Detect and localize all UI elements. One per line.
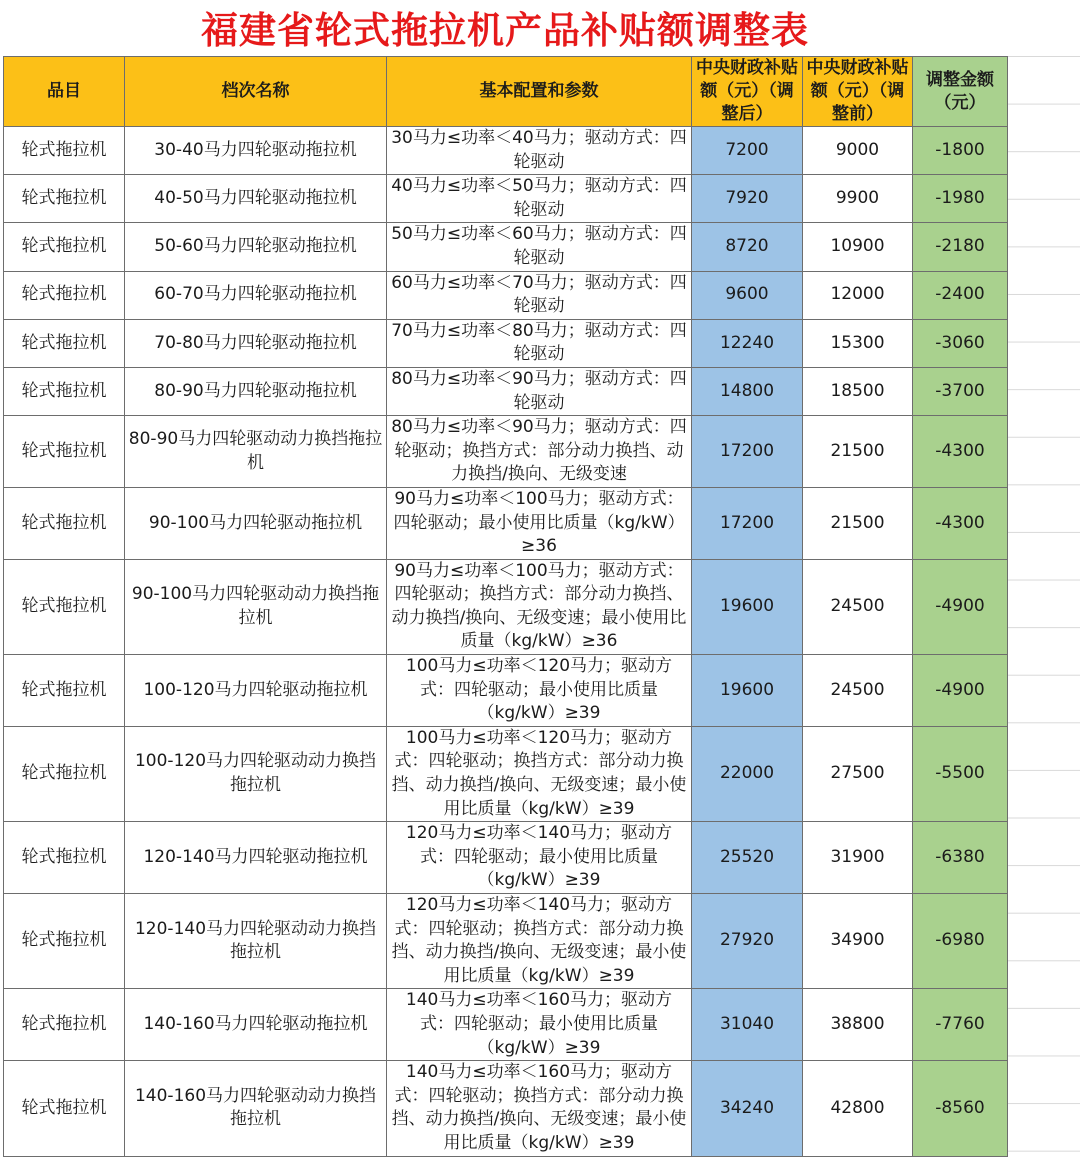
row-adjust-amount-cell: -4300 bbox=[913, 487, 1008, 559]
table-row bbox=[4, 559, 1008, 654]
row-subsidy-after-cell: 8720 bbox=[692, 223, 803, 271]
row-name-cell: 120-140马力四轮驱动拖拉机 bbox=[125, 822, 387, 894]
row-subsidy-before-cell: 9000 bbox=[803, 127, 913, 175]
row-subsidy-after-cell: 14800 bbox=[692, 367, 803, 415]
row-name-cell: 50-60马力四轮驱动拖拉机 bbox=[125, 223, 387, 271]
table-row bbox=[4, 319, 1008, 367]
row-subsidy-before-cell: 21500 bbox=[803, 487, 913, 559]
row-spec-cell: 40马力≤功率＜50马力；驱动方式：四轮驱动 bbox=[387, 175, 692, 223]
row-subsidy-after-cell: 31040 bbox=[692, 989, 803, 1061]
row-subsidy-after-cell: 9600 bbox=[692, 271, 803, 319]
row-name-cell: 90-100马力四轮驱动拖拉机 bbox=[125, 487, 387, 559]
row-adjust-amount-cell: -6980 bbox=[913, 894, 1008, 989]
row-subsidy-after-cell: 19600 bbox=[692, 559, 803, 654]
row-subsidy-before-cell: 18500 bbox=[803, 367, 913, 415]
row-name-cell: 140-160马力四轮驱动拖拉机 bbox=[125, 989, 387, 1061]
row-spec-cell: 90马力≤功率＜100马力；驱动方式：四轮驱动；最小使用比质量（kg/kW）≥36 bbox=[387, 487, 692, 559]
row-subsidy-before-cell: 31900 bbox=[803, 822, 913, 894]
table-row bbox=[4, 726, 1008, 821]
row-category-cell: 轮式拖拉机 bbox=[4, 416, 125, 488]
subsidy-table bbox=[3, 56, 1008, 1157]
row-name-cell: 80-90马力四轮驱动动力换挡拖拉机 bbox=[125, 416, 387, 488]
row-subsidy-before-cell: 24500 bbox=[803, 655, 913, 727]
row-adjust-amount-cell: -6380 bbox=[913, 822, 1008, 894]
row-adjust-amount-cell: -1800 bbox=[913, 127, 1008, 175]
table-row bbox=[4, 487, 1008, 559]
row-category-cell: 轮式拖拉机 bbox=[4, 655, 125, 727]
row-subsidy-after-cell: 17200 bbox=[692, 487, 803, 559]
row-subsidy-before-cell: 42800 bbox=[803, 1061, 913, 1156]
row-category-cell: 轮式拖拉机 bbox=[4, 319, 125, 367]
row-spec-cell: 80马力≤功率＜90马力；驱动方式：四轮驱动；换挡方式：部分动力换挡、动力换挡/换向、无级变速 bbox=[387, 416, 692, 488]
row-spec-cell: 100马力≤功率＜120马力；驱动方式：四轮驱动；换挡方式：部分动力换挡、动力换挡/换向、无级变速；最小使用比质量（kg/kW）≥39 bbox=[387, 726, 692, 821]
row-name-cell: 100-120马力四轮驱动动力换挡拖拉机 bbox=[125, 726, 387, 821]
row-subsidy-after-cell: 19600 bbox=[692, 655, 803, 727]
table-row bbox=[4, 655, 1008, 727]
row-subsidy-after-cell: 12240 bbox=[692, 319, 803, 367]
table-row bbox=[4, 127, 1008, 175]
row-name-cell: 100-120马力四轮驱动拖拉机 bbox=[125, 655, 387, 727]
row-subsidy-after-cell: 34240 bbox=[692, 1061, 803, 1156]
row-spec-cell: 70马力≤功率＜80马力；驱动方式：四轮驱动 bbox=[387, 319, 692, 367]
row-category-cell: 轮式拖拉机 bbox=[4, 559, 125, 654]
row-adjust-amount-cell: -8560 bbox=[913, 1061, 1008, 1156]
table-row bbox=[4, 271, 1008, 319]
header-category: 品目 bbox=[4, 57, 125, 127]
row-adjust-amount-cell: -1980 bbox=[913, 175, 1008, 223]
row-name-cell: 140-160马力四轮驱动动力换挡拖拉机 bbox=[125, 1061, 387, 1156]
row-adjust-amount-cell: -3060 bbox=[913, 319, 1008, 367]
row-name-cell: 70-80马力四轮驱动拖拉机 bbox=[125, 319, 387, 367]
row-category-cell: 轮式拖拉机 bbox=[4, 175, 125, 223]
row-subsidy-before-cell: 27500 bbox=[803, 726, 913, 821]
row-subsidy-before-cell: 21500 bbox=[803, 416, 913, 488]
row-subsidy-before-cell: 10900 bbox=[803, 223, 913, 271]
table-body bbox=[4, 127, 1008, 1157]
row-category-cell: 轮式拖拉机 bbox=[4, 989, 125, 1061]
row-subsidy-before-cell: 15300 bbox=[803, 319, 913, 367]
header-after: 中央财政补贴额（元）（调整后） bbox=[692, 57, 803, 127]
row-name-cell: 120-140马力四轮驱动动力换挡拖拉机 bbox=[125, 894, 387, 989]
row-subsidy-after-cell: 7920 bbox=[692, 175, 803, 223]
row-spec-cell: 140马力≤功率＜160马力；驱动方式：四轮驱动；最小使用比质量（kg/kW）≥39 bbox=[387, 989, 692, 1061]
header-adjust: 调整金额（元） bbox=[913, 57, 1008, 127]
row-subsidy-after-cell: 27920 bbox=[692, 894, 803, 989]
table-row bbox=[4, 894, 1008, 989]
row-adjust-amount-cell: -7760 bbox=[913, 989, 1008, 1061]
row-name-cell: 30-40马力四轮驱动拖拉机 bbox=[125, 127, 387, 175]
header-name: 档次名称 bbox=[125, 57, 387, 127]
table-row bbox=[4, 822, 1008, 894]
table-row bbox=[4, 367, 1008, 415]
row-adjust-amount-cell: -3700 bbox=[913, 367, 1008, 415]
row-subsidy-before-cell: 38800 bbox=[803, 989, 913, 1061]
row-spec-cell: 80马力≤功率＜90马力；驱动方式：四轮驱动 bbox=[387, 367, 692, 415]
row-category-cell: 轮式拖拉机 bbox=[4, 223, 125, 271]
row-category-cell: 轮式拖拉机 bbox=[4, 822, 125, 894]
row-subsidy-after-cell: 25520 bbox=[692, 822, 803, 894]
header-spec: 基本配置和参数 bbox=[387, 57, 692, 127]
sheet-gridlines bbox=[1007, 56, 1080, 1153]
row-subsidy-before-cell: 34900 bbox=[803, 894, 913, 989]
table-row bbox=[4, 175, 1008, 223]
row-spec-cell: 90马力≤功率＜100马力；驱动方式：四轮驱动；换挡方式：部分动力换挡、动力换挡/换向、无级变速；最小使用比质量（kg/kW）≥36 bbox=[387, 559, 692, 654]
row-spec-cell: 100马力≤功率＜120马力；驱动方式：四轮驱动；最小使用比质量（kg/kW）≥39 bbox=[387, 655, 692, 727]
row-name-cell: 40-50马力四轮驱动拖拉机 bbox=[125, 175, 387, 223]
row-spec-cell: 30马力≤功率＜40马力；驱动方式：四轮驱动 bbox=[387, 127, 692, 175]
header-before: 中央财政补贴额（元）（调整前） bbox=[803, 57, 913, 127]
row-name-cell: 60-70马力四轮驱动拖拉机 bbox=[125, 271, 387, 319]
row-spec-cell: 60马力≤功率＜70马力；驱动方式：四轮驱动 bbox=[387, 271, 692, 319]
row-name-cell: 90-100马力四轮驱动动力换挡拖拉机 bbox=[125, 559, 387, 654]
row-category-cell: 轮式拖拉机 bbox=[4, 487, 125, 559]
row-subsidy-after-cell: 17200 bbox=[692, 416, 803, 488]
row-subsidy-after-cell: 22000 bbox=[692, 726, 803, 821]
row-spec-cell: 120马力≤功率＜140马力；驱动方式：四轮驱动；最小使用比质量（kg/kW）≥39 bbox=[387, 822, 692, 894]
row-subsidy-before-cell: 9900 bbox=[803, 175, 913, 223]
row-category-cell: 轮式拖拉机 bbox=[4, 271, 125, 319]
row-subsidy-before-cell: 12000 bbox=[803, 271, 913, 319]
row-name-cell: 80-90马力四轮驱动拖拉机 bbox=[125, 367, 387, 415]
page-title: 福建省轮式拖拉机产品补贴额调整表 bbox=[201, 9, 809, 52]
header-row bbox=[4, 57, 1008, 127]
row-adjust-amount-cell: -5500 bbox=[913, 726, 1008, 821]
row-category-cell: 轮式拖拉机 bbox=[4, 1061, 125, 1156]
table-row bbox=[4, 1061, 1008, 1156]
row-category-cell: 轮式拖拉机 bbox=[4, 726, 125, 821]
row-adjust-amount-cell: -2400 bbox=[913, 271, 1008, 319]
row-spec-cell: 50马力≤功率＜60马力；驱动方式：四轮驱动 bbox=[387, 223, 692, 271]
row-adjust-amount-cell: -4900 bbox=[913, 559, 1008, 654]
row-adjust-amount-cell: -2180 bbox=[913, 223, 1008, 271]
table-row bbox=[4, 989, 1008, 1061]
row-subsidy-after-cell: 7200 bbox=[692, 127, 803, 175]
row-adjust-amount-cell: -4300 bbox=[913, 416, 1008, 488]
row-spec-cell: 120马力≤功率＜140马力；驱动方式：四轮驱动；换挡方式：部分动力换挡、动力换挡/换向、无级变速；最小使用比质量（kg/kW）≥39 bbox=[387, 894, 692, 989]
row-category-cell: 轮式拖拉机 bbox=[4, 367, 125, 415]
table-row bbox=[4, 223, 1008, 271]
row-spec-cell: 140马力≤功率＜160马力；驱动方式：四轮驱动；换挡方式：部分动力换挡、动力换挡/换向、无级变速；最小使用比质量（kg/kW）≥39 bbox=[387, 1061, 692, 1156]
row-subsidy-before-cell: 24500 bbox=[803, 559, 913, 654]
row-category-cell: 轮式拖拉机 bbox=[4, 127, 125, 175]
row-category-cell: 轮式拖拉机 bbox=[4, 894, 125, 989]
row-adjust-amount-cell: -4900 bbox=[913, 655, 1008, 727]
table-row bbox=[4, 416, 1008, 488]
